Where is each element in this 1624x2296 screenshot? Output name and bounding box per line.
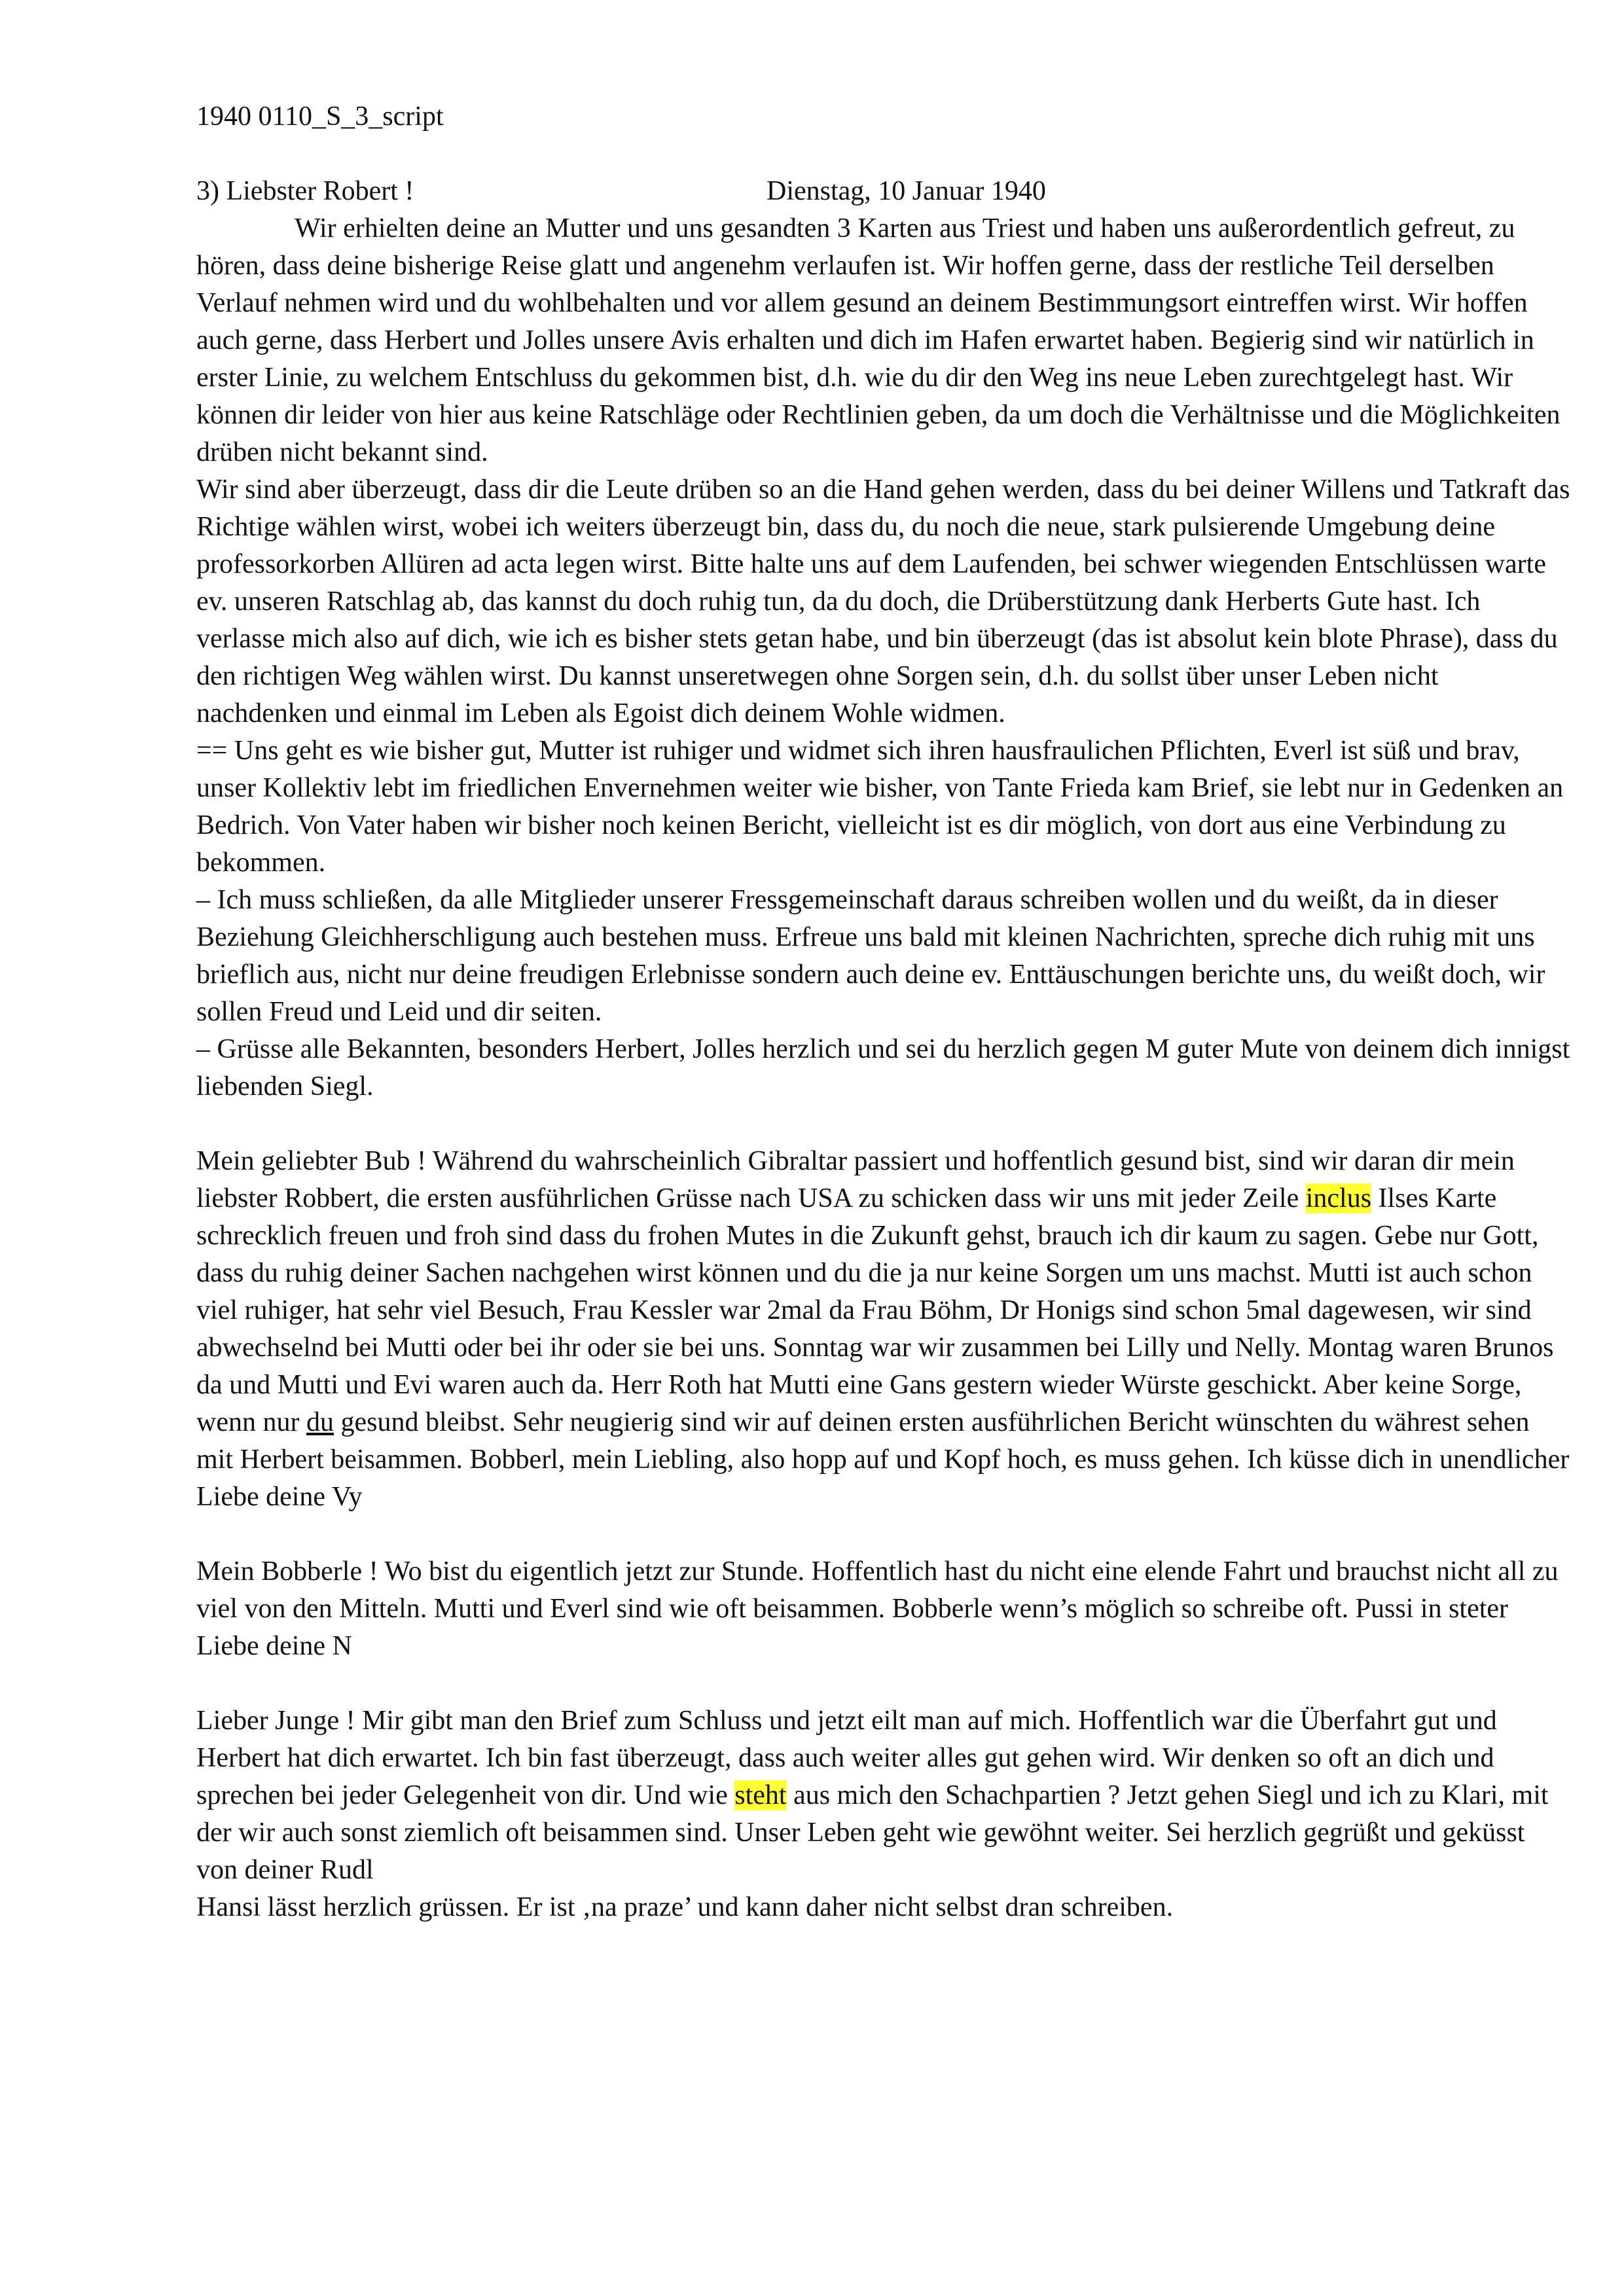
letter1-paragraph-3: == Uns geht es wie bisher gut, Mutter ist ruhiger und widmet sich ihren hausfraulichen Pflichten, Everl ist süß und brav, unser Kollektiv lebt im friedlichen Envernehmen weiter wie bisher, von Tante Frieda kam Brief, sie lebt nur in Gedenken an Bedrich. Von Vater haben wir bisher noch keinen Bericht, vielleicht ist es dir möglich, von dort aus eine Verbindung zu bekommen. [196,736,1564,878]
letter4-paragraph [196,1702,1571,1889]
letter3-paragraph: Mein Bobberle ! Wo bist du eigentlich jetzt zur Stunde. Hoffentlich hast du nicht eine elende Fahrt und brauchst nicht all zu viel von den Mitteln. Mutti und Everl sind wie oft beisammen. Bobberle wenn’s möglich so schreibe oft. Pussi in steter Liebe deine N [196,1556,1559,1661]
letter2-text-b: Ilses Karte schrecklich freuen und froh sind dass du frohen Mutes in die Zukunft gehst, brauch ich dir kaum zu sagen. Gebe nur Gott, dass du ruhig deiner Sachen nachgehen wirst können und du die ja nur keine Sorgen um uns machst. Mutti ist auch schon viel ruhiger, hat sehr viel Besuch, Frau Kessler war 2mal da Frau Böhm, Dr Honigs sind schon 5mal dagewesen, wir sind abwechselnd bei Mutti oder bei ihr oder sie bei uns. Sonntag war wir zusammen bei Lilly und Nelly. Montag waren Brunos da und Mutti und Evi waren auch da. Herr Roth hat Mutti eine Gans gestern wieder Würste geschickt. Aber keine Sorge, wenn nur [196,1183,1554,1437]
letter4-text-a: Lieber Junge ! Mir gibt man den Brief zum Schluss und jetzt eilt man auf mich. Hoffentlich war die Überfahrt gut und Herbert hat dich erwartet. Ich bin fast überzeugt, dass auch weiter alles gut gehen wird. Wir denken so oft an dich und sprechen bei jeder Gelegenheit von dir. Und wie [196,1706,1497,1810]
letter2-text-c: gesund bleibst. Sehr neugierig sind wir auf deinen ersten ausführlichen Bericht wünschten du währest sehen mit Herbert beisammen. Bobberl, mein Liebling, also hopp auf und Kopf hoch, es muss gehen. Ich küsse dich in unendlicher Liebe deine Vy [196,1407,1570,1512]
highlighted-word: steht [734,1780,787,1810]
letter1-paragraph-2: Wir sind aber überzeugt, dass dir die Leute drüben so an die Hand gehen werden, dass du bei deiner Willens und Tatkraft das Richtige wählen wirst, wobei ich weiters überzeugt bin, dass du, du noch die neue, stark pulsierende Umgebung deine professorkorben Allüren ad acta legen wirst. Bitte halte uns auf dem Laufenden, bei schwer wiegenden Entschlüssen warte ev. unseren Ratschlag ab, das kannst du doch ruhig tun, da du doch, die Drüberstützung dank Herberts Gute hast. Ich verlasse mich also auf dich, wie ich es bisher stets getan habe, und bin überzeugt (das ist absolut kein blote Phrase), dass du den richtigen Weg wählen wirst. Du kannst unseretwegen ohne Sorgen sein, d.h. du sollst über unser Leben nicht nachdenken und einmal im Leben als Egoist dich deinem Wohle widmen. [196,475,1570,728]
letter1-header [196,173,1571,210]
letter-page [196,98,1571,1926]
letter1-date: Dienstag, 10 Januar 1940 [767,176,1046,206]
document-id: 1940 0110_S_3_script [196,101,444,132]
letter2-paragraph [196,1143,1571,1516]
letter1-paragraph-1: Wir erhielten deine an Mutter und uns gesandten 3 Karten aus Triest und haben uns außerordentlich gefreut, zu hören, dass deine bisherige Reise glatt und angenehm verlaufen ist. Wir hoffen gerne, dass der restliche Teil derselben Verlauf nehmen wird und du wohlbehalten und vor allem gesund an deinem Bestimmungsort eintreffen wirst. Wir hoffen auch gerne, dass Herbert und Jolles unsere Avis erhalten und dich im Hafen erwartet haben. Begierig sind wir natürlich in erster Linie, zu welchem Entschluss du gekommen bist, d.h. wie du dir den Weg ins neue Leben zurechtgelegt hast. Wir können dir leider von hier aus keine Ratschläge oder Rechtlinien geben, da um doch die Verhältnisse und die Möglichkeiten drüben nicht bekannt sind. [196,213,1561,467]
letter4-text-b: aus mich den Schachpartien ? Jetzt gehen Siegl und ich zu Klari, mit der wir auch sonst ziemlich oft beisammen sind. Unser Leben geht wie gewöhnt weiter. Sei herzlich gegrüßt und geküsst von deiner Rudl [196,1780,1549,1885]
letter1-salutation: 3) Liebster Robert ! [196,176,414,206]
letter4-postscript: Hansi lässt herzlich grüssen. Er ist ‚na praze’ und kann daher nicht selbst dran schreiben. [196,1892,1174,1922]
underlined-word: du [306,1407,334,1437]
letter1-paragraph-5: – Grüsse alle Bekannten, besonders Herbert, Jolles herzlich und sei du herzlich gegen M guter Mute von deinem dich innigst liebenden Siegl. [196,1034,1570,1102]
spacer [196,1516,1571,1553]
spacer [196,1665,1571,1702]
highlighted-word: inclus [1305,1183,1372,1213]
letter2-text-a: Mein geliebter Bub ! Während du wahrscheinlich Gibraltar passiert und hoffentlich gesund bist, sind wir daran dir mein liebster Robbert, die ersten ausführlichen Grüsse nach USA zu schicken dass wir uns mit jeder Zeile [196,1146,1515,1213]
letter1-paragraph-4: – Ich muss schließen, da alle Mitglieder unserer Fressgemeinschaft daraus schreiben wollen und du weißt, da in dieser Beziehung Gleichherschligung auch bestehen muss. Erfreue uns bald mit kleinen Nachrichten, spreche dich ruhig mit uns brieflich aus, nicht nur deine freudigen Erlebnisse sondern auch deine ev. Enttäuschungen berichte uns, du weißt doch, wir sollen Freud und Leid und dir seiten. [196,885,1545,1027]
spacer [196,1105,1571,1143]
